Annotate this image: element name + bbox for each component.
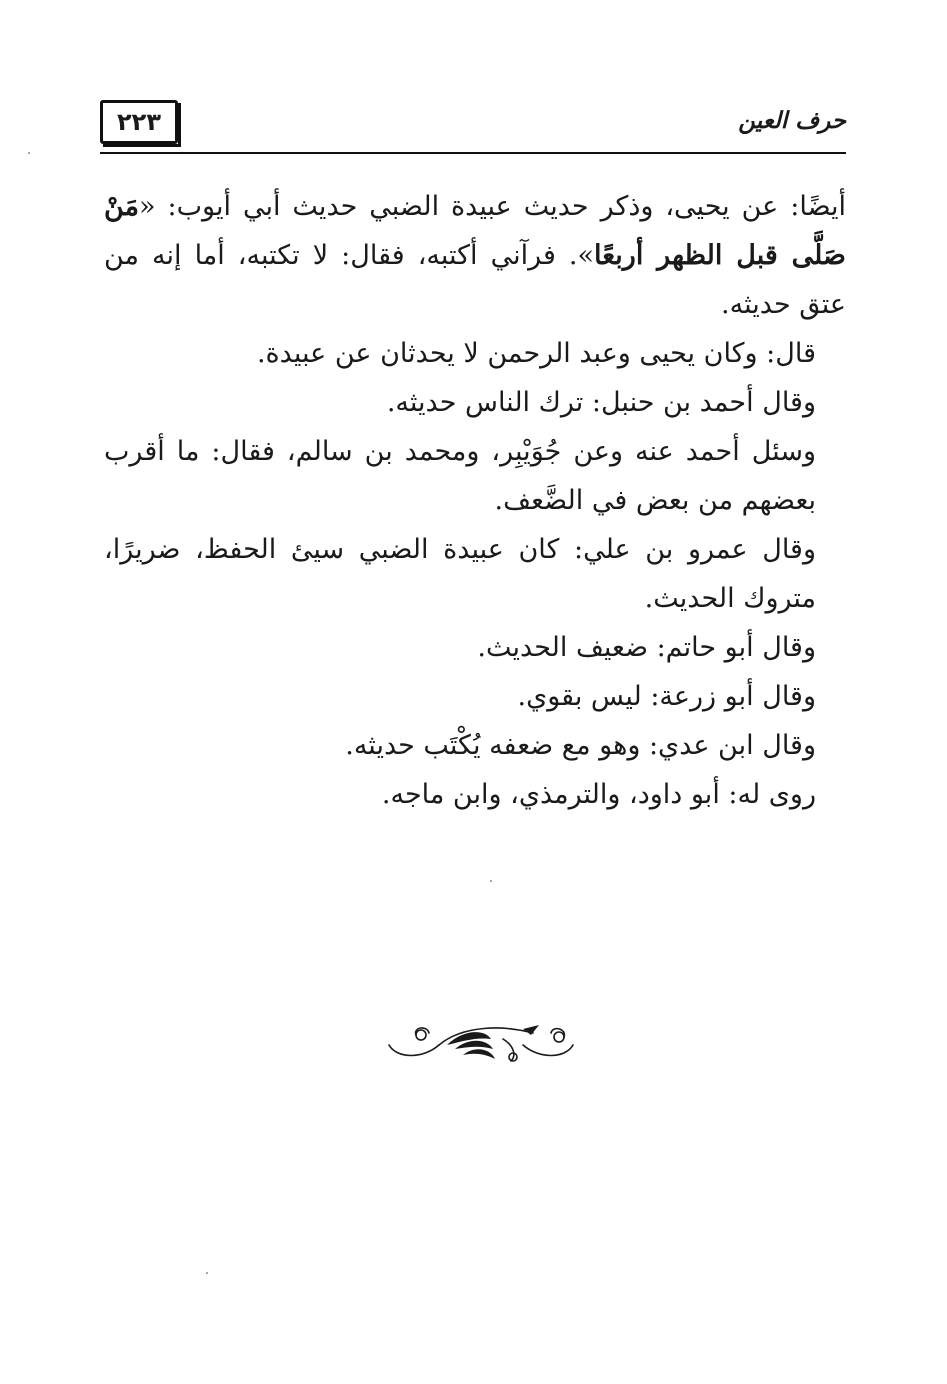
chapter-title: حرف العين	[738, 108, 846, 134]
page-number: ٢٢٣	[100, 100, 178, 144]
paragraph-2: قال: وكان يحيى وعبد الرحمن لا يحدثان عن عبيدة.	[256, 338, 816, 369]
floral-divider-icon	[383, 1015, 579, 1071]
text-body	[104, 182, 846, 819]
paragraph-1	[104, 182, 846, 329]
paragraph-4: وسئل أحمد عنه وعن جُوَيْبِر، ومحمد بن سالم، فقال: ما أقرب بعضهم من بعض في الضَّعف.	[104, 436, 816, 516]
page-header	[100, 100, 846, 156]
paragraph-7: وقال أبو زرعة: ليس بقوي.	[517, 681, 816, 712]
scan-speck	[28, 152, 30, 154]
header-divider	[100, 152, 846, 154]
paragraph-8: وقال ابن عدي: وهو مع ضعفه يُكْتَب حديثه.	[345, 730, 816, 761]
paragraph-6: وقال أبو حاتم: ضعيف الحديث.	[477, 632, 816, 663]
paragraph-1-text-b: ». فرآني أكتبه، فقال: لا تكتبه، أما إنه من عتق حديثه.	[104, 240, 846, 320]
paragraph-3: وقال أحمد بن حنبل: ترك الناس حديثه.	[386, 387, 816, 418]
paragraph-1-text-a: أيضًا: عن يحيى، وذكر حديث عبيدة الضبي حديث أبي أيوب: «	[139, 191, 846, 222]
paragraph-5: وقال عمرو بن علي: كان عبيدة الضبي سيئ الحفظ، ضريرًا، متروك الحديث.	[104, 534, 816, 614]
hadith-quote: مَنْ صَلَّى قبل الظهر أربعًا	[104, 191, 846, 271]
scan-speck	[490, 880, 492, 882]
scan-speck	[206, 1272, 208, 1274]
paragraph-9: روى له: أبو داود، والترمذي، وابن ماجه.	[381, 779, 816, 810]
